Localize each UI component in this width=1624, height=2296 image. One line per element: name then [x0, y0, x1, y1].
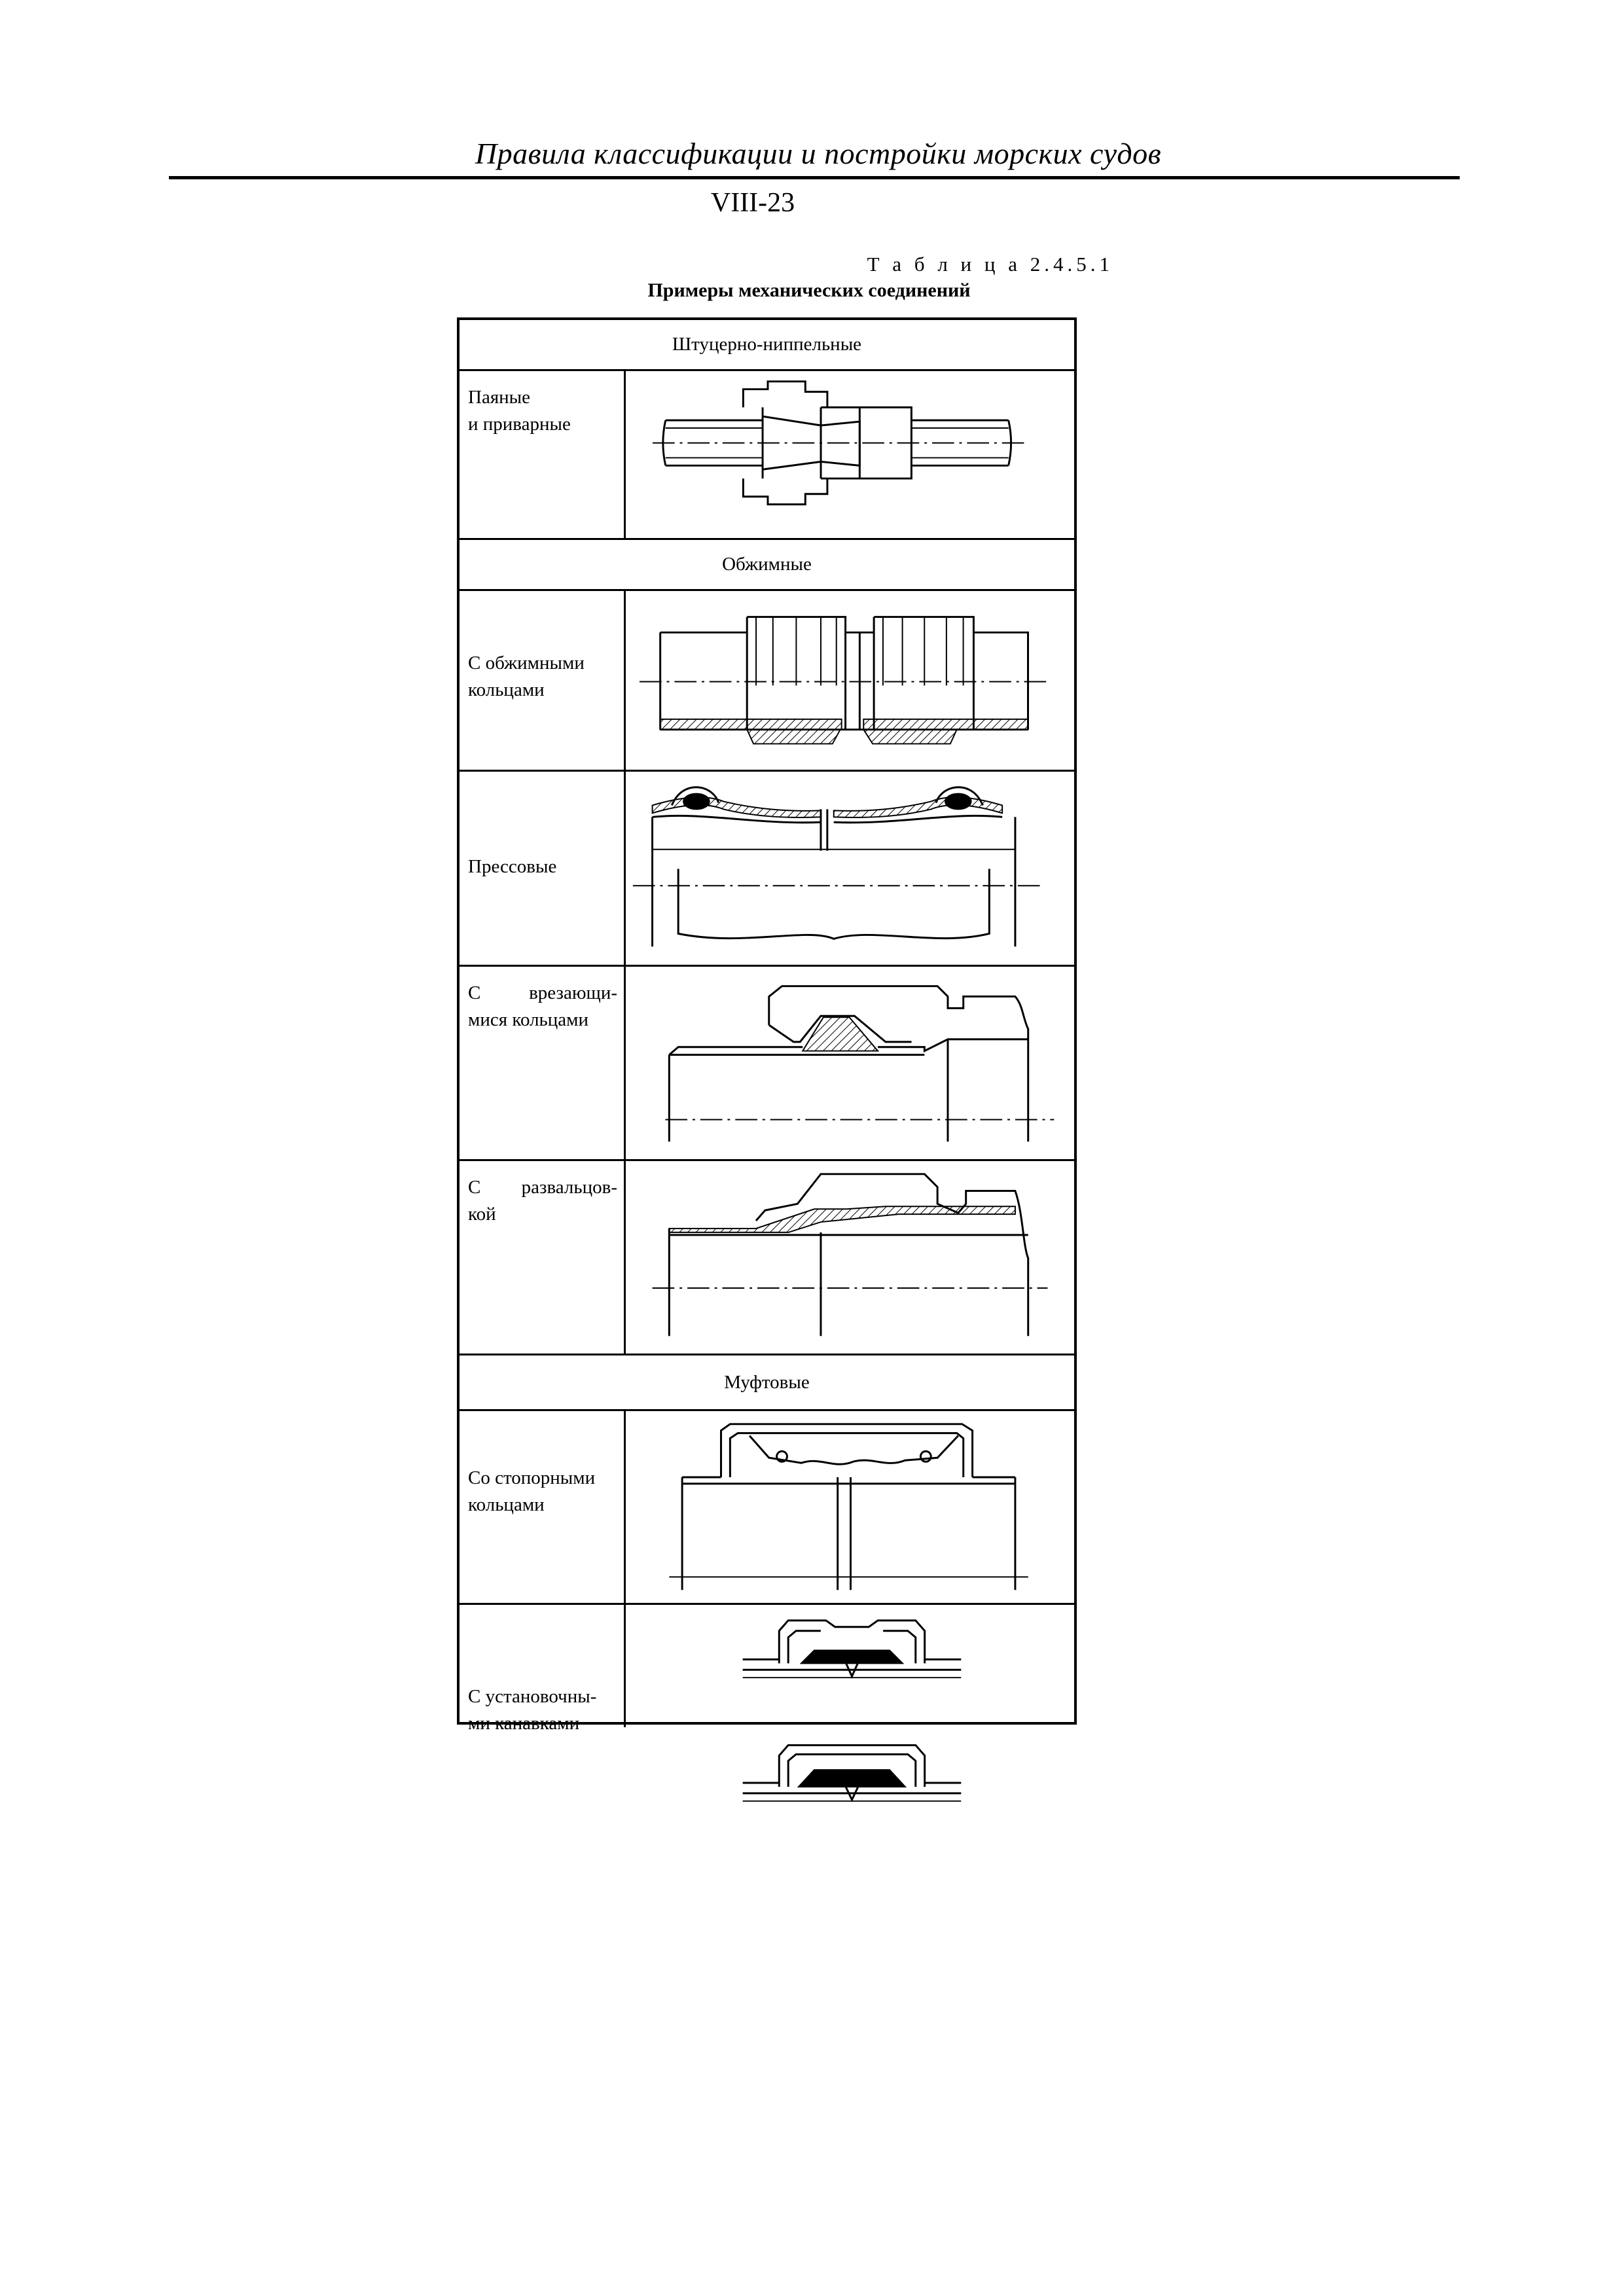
flared-joint-drawing-icon — [626, 1161, 1074, 1354]
machine-grooved-sleeve-joint-drawing-icon — [626, 1605, 1074, 1878]
bite-type-ring-joint-drawing-icon — [626, 967, 1074, 1159]
joint-type-label: Со стопорными кольцами — [460, 1411, 626, 1603]
table-row — [460, 770, 1074, 965]
mechanical-joints-table — [457, 317, 1077, 1734]
joint-drawing-cell — [626, 1411, 1074, 1603]
joint-drawing-cell — [626, 1161, 1074, 1354]
table-row — [460, 965, 1074, 1159]
section-header-row — [460, 320, 1074, 369]
joint-drawing-cell — [626, 371, 1074, 538]
table-row — [460, 589, 1074, 770]
compression-ring-joint-drawing-icon — [626, 591, 1074, 770]
running-title: Правила классификации и постройки морских судов — [475, 137, 1162, 170]
joint-type-label: Прессовые — [460, 772, 626, 965]
joint-drawing-cell — [626, 591, 1074, 770]
joint-drawing-cell — [626, 772, 1074, 965]
section-header-row — [460, 538, 1074, 589]
joint-drawing-cell — [626, 967, 1074, 1159]
joint-type-label: Паяные и приварные — [460, 371, 626, 538]
table-row — [460, 1409, 1074, 1603]
table-row — [460, 1159, 1074, 1354]
grip-ring-sleeve-joint-drawing-icon — [626, 1411, 1074, 1603]
section-header-row — [460, 1354, 1074, 1409]
press-joint-drawing-icon — [626, 772, 1074, 965]
joint-type-label: С обжимными кольцами — [460, 591, 626, 770]
table-row — [460, 1603, 1074, 1734]
joint-type-label: С врезающи- мися кольцами — [460, 967, 626, 1159]
header-rule — [169, 176, 1460, 179]
joint-type-label: С установочны- ми канавками — [460, 1605, 626, 1727]
brazed-welded-joint-drawing-icon — [626, 371, 1074, 538]
table-caption: Примеры механических соединений — [647, 279, 971, 301]
page-number: VIII-23 — [710, 188, 795, 218]
table-number: Т а б л и ц а 2.4.5.1 — [867, 253, 1113, 276]
joint-drawing-cell — [626, 1605, 1074, 1727]
section-title: Муфтовые — [724, 1371, 810, 1393]
table-row — [460, 369, 1074, 538]
section-title: Штуцерно-ниппельные — [672, 334, 862, 355]
section-title: Обжимные — [722, 554, 812, 575]
joint-type-label: С развальцов- кой — [460, 1161, 626, 1354]
